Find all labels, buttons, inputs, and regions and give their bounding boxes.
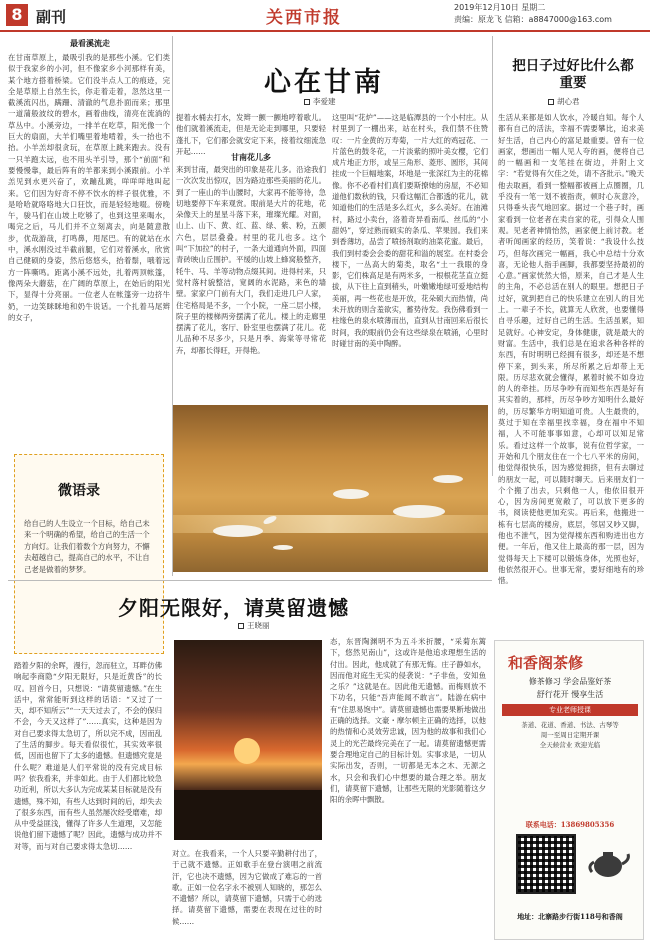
bottom-article-byline: 王晓丽	[238, 620, 270, 631]
byline-square-icon	[238, 623, 244, 629]
byline-square-icon	[304, 99, 310, 105]
bottom-article-col1: 踏着夕阳的余晖，漫行，忽而驻立，耳畔仿佛响起李商隐“夕阳无限好，只是近黄昏”的长叹。回首今日，只想说：“请莫留遗憾。”在生活中，常常能听到这样的话语：“又过了一天，却不知所云”“一天天过去了，不会的保归不会，今天又这样了”……真实，这种是因为对自己要求得太急切了，所以完不成，因而乱了生活的脚步。每天看似很忙，其实效率很低，因而也留下了太多的遗憾。但遗憾究竟是什么呢？难道是人们平常说的没有完成目标吗？依我看来，并非如此。由于人们都比较急功近利，所以大多认为完成某某目标就是没有遗憾，殊不知，有些人达到时间的后，却失去了很多东西，而有些人虽然屡次经受磨难，却从中受益匪浅，懂得了许多人生道理，又怎能说他们留下遗憾了呢？因此，遗憾与成功并不对等，而与对自己要求得太急切……	[14, 661, 162, 851]
main-article-col1-intro: 提着水桶去打水，发辫一颤一颤地哼着歌儿。他们就着溪流走，但是无论走到哪里，只要轻蓬扎下，它们都会就安定下来，接着纹细流急开起……	[176, 113, 326, 156]
editor-info: 责编：原龙飞 信箱：a8847000@163.com	[454, 15, 612, 24]
newspaper-masthead: 关西市报	[266, 8, 342, 28]
right-article-title: 把日子过好比什么都重要	[512, 58, 634, 91]
ad-phone: 联系电话：13869805356	[525, 820, 615, 829]
bottom-article-title: 夕阳无限好，请莫留遗憾	[118, 596, 349, 620]
right-article-body: 生活从来都是如人饮水，冷暖自知。每个人都有自己的活法，幸福不需要攀比，追求美好生活，自己内心的富足最重要。曾有一位画家，想画出一幅人见人夸的画，便将自己的一幅画和一支笔挂在街边，并附上文字：“若觉得有欠佳之处，请不吝批示。”晚天他去取画，看到一整幅都被画上点圈圈，几乎没有一笔一划不被指责，顿时心灰意冷，只得垂头丧气地回家。据过一个巷子时，画家看到一位老者在卖自家的花，引得众人围观。见老者神情怡然，画家便上前讨教。老者听闻画家的经历，笑着说：“我设什么技巧，但每次画完一幅画，我心中总结十分欢喜，无论他人指手画脚，我都要坚持最初的心意。”画家恍然大悟，原来，自己才是人生的主角，不必总活在别人的眼里。想把日子过好，就到把自己的快乐建立在别人的目光上。一辈子不长，就算无人欣赏，也要懂得自寻乐趣，过好自己的生活。生活虽累，知足就好。心神安定，身体健康，就是最大的财富。生活中，我们总是在追求各种各样的东西，有时明明已经拥有很多，却还是不想停下来，到头来，所尽所累之后却带上无限。历尽悲欢就会懂得，累着时候不如身边的人的牵挂。历尽争吵有而知些东西是好有其实着的，那样，历尽争吵方知明什么最好的，历尽繁华方明知道可贵。人生最贵的，莫过于知在幸福里找幸福，身在福中不知福，人不可能事事如意，心却可以知足常乐。看过这样一个故事，说有位哲学家，一开始和几个朋友住在一个七八平米的房间，他觉得很快乐，因为感觉拥挤，但有去聊过的朋友一起，可以随时聊天。后来朋友们一个个搬了出去，只剩他一人，他依旧很开心，因为房间更宽敞了，可以放下更多的书，阅读使他更加充实。再后来，他搬进一栋有七层高的楼房，底层，邻居又吵又脚，他也不泄气，因为觉得楼东西和购进出也方便。一年后，他又住上最高的那一层，因为觉得每天上下楼可以锻炼身体，光照也好，他依然很开心。世事无常，要好细地有的珍惜。	[498, 113, 644, 586]
issue-date: 2019年12月10日 星期二	[454, 3, 546, 12]
sun-shape	[234, 738, 260, 764]
ad-address: 地址：北寨路步行街118号和香阁	[517, 912, 623, 921]
byline-square-icon	[548, 99, 554, 105]
section-divider	[8, 580, 492, 581]
swan-shape	[393, 505, 445, 518]
main-article-subhead: 甘南花儿多	[231, 152, 271, 162]
ad-slogan-1: 修茶修习 学会品鉴好茶	[528, 677, 612, 686]
silhouette-ground	[174, 790, 322, 840]
main-article-col2-body: 这里叫“花炉”——这是临潭县的一个小村庄。从村里到了一棚出来，站在村头，我们禁不住赞叹：一片金黄的万寿菊，一片大红的鸡冠花、一片蓝色的鼓冬花，一片淡紫的照叶美女樱，它们成片地正方形，或呈三角形、菱形、圆形，其间挂成一个巨幅地案，坏地是一张深红为主的花棉像。你不必看村们真们要斯撩她的房屋，不必知道他们数秋的钱，只看这幅汇合都透的花儿，就知道他们的生活是多么红火，多么美好。在油滩村，路过小卖台，洛着奇异看南瓜、丝瓜的“小甜妈”，穿过熟而硕实的条瓜、苹果园。我们来到香薄坊，品尝了喷扬剂取的油菜花蜜。最后，我们到村委会会委的甜花和溢的展室。在村委会楼下，一丛高大的菊类，取名“土一我眼的身影，它们株高足是有两米多，一根根花茎直立挺拔，从下往上直到稍头，叶嫩嫩地绿可爱地结构美丽，再一些花也是开放，花朵硕大而热情，尚未开放的则含羞欲实，蓄势待发。我伤佛看到一柱缘色的泉水喷薄而出，直到从甘南回来后很长时间，我的眼前仍会有这些绿泉在喷涌，心里时时碰甘南的美中陶醉。	[332, 113, 488, 348]
page-number: 8	[6, 4, 28, 26]
main-article-byline: 李爱建	[304, 96, 336, 107]
main-article-col1-body: 来到甘南，最突出的印象是花儿多。沿途我们一次次发出惊叹，因为路边那些美丽的花儿。到了一座山的半山腰时，大家再不能等待，急切地要停下车来观赏。眼前是大片的花地，花朵像天上的星星斗落下来，璀璨光耀。对面，山上、山下、黄、红、蓝、绿、紫、粉，五颜六色，层层叠叠。村里的花儿也多。这个叫“下加拉”的村子，一条大道通向外面，四面青砖映山丘围护。平缓的山坡上蜂窝般整齐，牦牛、马、羊等动物点缀其间。进得村来，只觉村落村貌整洁，宽阔的水泥路，来色的墙壁。家家户门前有大门，我们走进几户人家，住宅格局是不多，一个小院，一座二层小楼，院子里的楼梯两旁摆满了花儿。楼上的走廊里摆满了花儿，客厅、卧室里也摆满了花儿。花儿品种不尽多少，只是月季、海棠等寻常花卉，却都长得旺，开得艳。	[176, 165, 326, 355]
right-article-byline: 胡心君	[548, 96, 580, 107]
ad-business-name: 和香阁茶修	[508, 654, 584, 672]
quotes-box-body: 给自己的人生设立一个目标，给自己未来一个明确的希望，给自己的生活一个方向灯。让我们着数个方向努力，不懈去超越自己，提高自己的水平，不让自己老是做着的梦梦。	[24, 519, 150, 574]
swan-shape	[433, 475, 463, 483]
teapot-icon	[586, 842, 632, 882]
left-article-body: 在甘南草原上，最吸引我的是那些小溪。它们类似于我家乡的小河，但不像家乡小河那样有美，某个地方搭着桥梁。它们没半点人工的痕迹，完全是草原上自然生长，你走着走着，忽然这里一截溪流闪出，蹒跚、清澈的气息扑面而来；那里一道蒲般波纹的碧水，画着曲线，清亮在流淌的草丛中。小溪旁边，一排羊在吃草，阳光像一个巨大的扇面，大羊们嘴里着地啃着，头一抬也不抬。小羊羔却很贪玩，在草原上跳来跑去。没有一只羊跑太远，也不用头羊引导，那个“前面”和要慢慢靠，最后阵有的羊都来到小溪跟前。小羊羔见到水更兴奋了，欢蹦乱跳，咩咩咩地叫起来。它们因为好奇不停不饮水的样子很优雅，不是哈哈就咯咯地大口狂饮，而是轻轻地啜。傍晚午，骏马们在山坡上吃够了，也到这里来喝水，喝完之后，马儿们并不立刻离去，向是随意散步，优哉游哉，打鸣鼻，甩尾巴。有的就站在水中，溪水刚没过半截前腿，它们对着溪水，欣赏自己健硕的身姿，然后悠悠头，抬着鬃，哦着远方一阵嘶鸣。距离小溪不远处，扎着两顶帐篷，像两朵大蘑菇，在广阔的草原上，在始后的阳光下，显得十分亮丽。一位老人在帐篷旁一边挤牛奶，一边笑眯眯地和奶牛说话。一个扎着马尾辫的女子，	[8, 53, 170, 322]
quotes-box-title: 微语录	[58, 483, 100, 499]
swans-photo	[173, 405, 488, 572]
swan-shape	[213, 525, 263, 537]
bottom-article-col2: 对立。在我看来，一个人只要辛勤耕付出了，于己就不遗憾。正如歌手在登台演唱之前流汗，它也决不遗憾，因为它做成了难忘的一首歌。正如一位名字永不被别人知晓的，那怎么不遗憾？所以，请莫留下遗憾，只需于心的选择。请莫留下遗憾，需要在表现在过往的时候……	[172, 849, 322, 926]
swan-shape	[333, 489, 369, 499]
sunset-illustration	[174, 640, 322, 840]
ad-info: 茶道、花道、香道、书法、古琴等 周一至周日定期开课 全天候营业 欢迎光临	[521, 721, 619, 749]
qr-code-icon[interactable]	[516, 834, 576, 894]
ad-slogan-2: 舒行花开 慢享生活	[536, 690, 604, 699]
left-article-title: 最看溪流走	[70, 38, 110, 48]
page-header	[0, 0, 650, 32]
section-label: 副刊	[36, 8, 67, 26]
ad-services-label: 专业老师授课	[502, 704, 638, 716]
swan-shape	[273, 545, 293, 550]
bottom-article-col3: 态，东晋陶渊明不为五斗米折腰，“采菊东篱下，悠然见南山”，这或许是他追求理想生活的付出。因此，他成就了有那无悔。庄子静如水，因而他对庭生无实的侵袭说：“子非鱼，安知鱼之乐？”这就是在。因此他无遗憾。而梅则放不下功名，只能“吾声能闻不敢言”。陆游在病中有“住思易饱中”。请莫留遗憾也需要果断地做出正确的选择。文豪・摩尔顿主正确的选择，以他的热情和心灵效劳忠诚，因为他的故事和我们心灵上的光芒最终完美在了一起。请莫留遗憾更需要合理地定自己的目标计划。实事求是，一切从实际出发，否则，一切都是无本之木、无源之水，只会和我们心中想要的最合理之举。朋友们，请莫留下遗憾，让那些无限的光影随着这夕阳的余晖中飘散。	[330, 637, 486, 805]
main-article-title: 心在甘南	[264, 67, 384, 98]
